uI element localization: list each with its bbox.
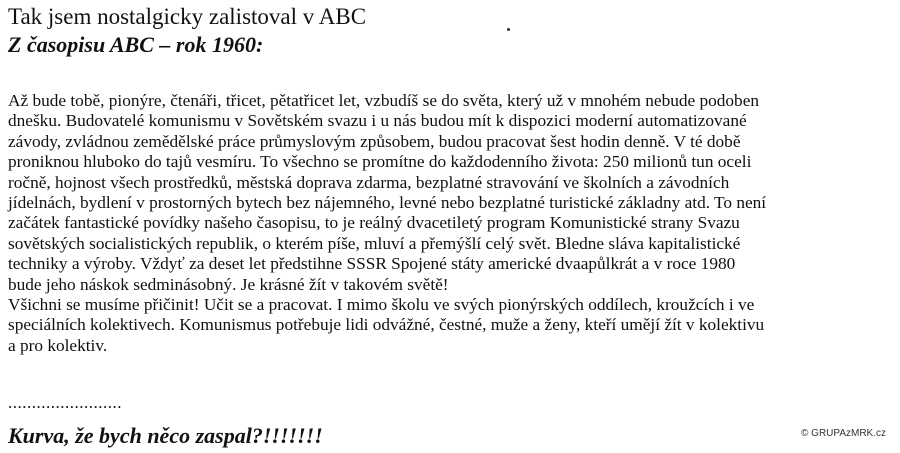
- body-line: a pro kolektiv.: [8, 335, 108, 355]
- document-title: Tak jsem nostalgicky zalistoval v ABC: [8, 4, 367, 29]
- body-line: Až bude tobě, pionýre, čtenáři, třicet, pětatřicet let, vzbudíš se do světa, který už v mnohém nebude podoben: [8, 91, 760, 110]
- body-line: začátek fantastické povídky našeho časopisu, to je reálný dvacetiletý program Komunistické strany Svazu: [8, 213, 740, 233]
- body-line: závody, zvládnou zemědělské práce průmyslovým způsobem, budou pracovat šest hodin denně. V té době: [8, 131, 741, 151]
- body-line: ročně, hojnost všech prostředků, městská doprava zdarma, bezplatné stravování ve školních a závodních: [8, 172, 730, 192]
- body-line: proniknou hluboko do tajů vesmíru. To všechno se promítne do každodenního života: 250 milionů tun oceli: [8, 152, 752, 172]
- document-subtitle: Z časopisu ABC – rok 1960:: [8, 32, 264, 57]
- body-line: Všichni se musíme přičinit! Učit se a pracovat. I mimo školu ve svých pionýrských oddílech, kroužcích i ve: [8, 295, 755, 315]
- body-line: bude jeho náskok sedminásobný. Je krásné žít v takovém světě!: [8, 274, 449, 294]
- body-paragraph: [8, 91, 896, 356]
- body-line: sovětských socialistických republik, o kterém píše, mluví a přemýšlí celý svět. Bledne sláva kapitalistické: [8, 233, 741, 253]
- closing-remark: Kurva, že bych něco zaspal?!!!!!!!: [8, 423, 323, 448]
- body-line: speciálních kolektivech. Komunismus potřebuje lidi odvážné, čestné, muže a ženy, kteří umějí žít v kolektivu: [8, 315, 765, 335]
- dotted-separator: ........................: [8, 393, 122, 412]
- body-line: jídelnách, bydlení v prostorných bytech bez nájemného, levné nebo bezplatné turistické základny atd. To není: [8, 193, 767, 213]
- stray-dot: [507, 28, 510, 31]
- body-line: techniky a výroby. Vždyť za deset let předstihne SSSR Spojené státy americké dvaapůlkrát a v roce 1980: [8, 254, 736, 274]
- watermark: © GRUPAzMRK.cz: [801, 428, 886, 439]
- body-line: dnešku. Budovatelé komunismu v Sovětském svazu i u nás budou mít k dispozici moderní automatizované: [8, 111, 747, 131]
